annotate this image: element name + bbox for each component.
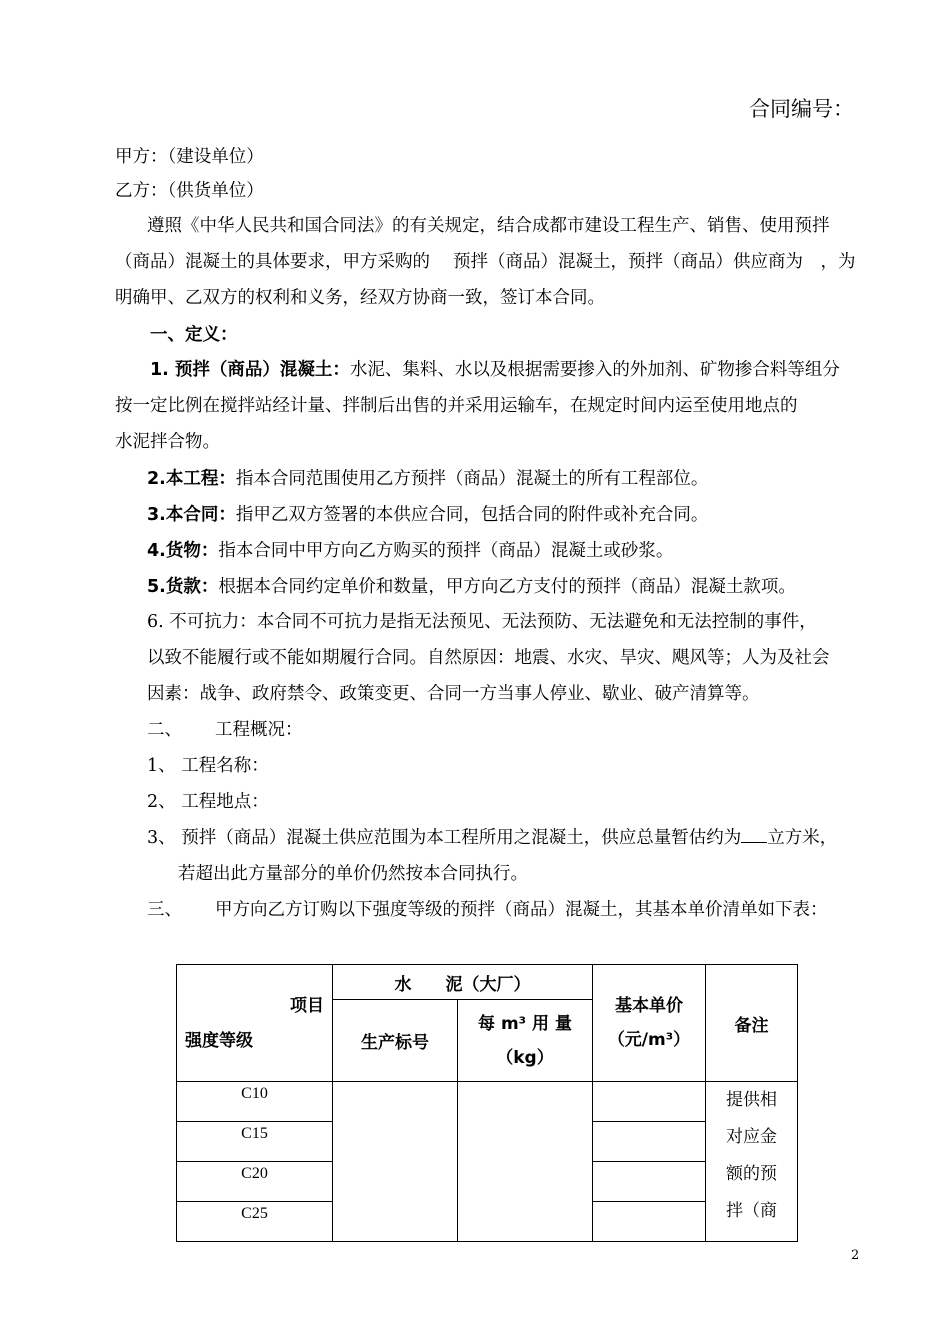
definition-6-line-2: 以致不能履行或不能如期履行合同。自然原因：地震、水灾、旱灾、飓风等；人为及社会 <box>147 648 830 668</box>
grade-cell: C15 <box>177 1122 333 1162</box>
diagonal-header-cell <box>177 965 333 1082</box>
section-2-number: 二、 <box>147 720 182 740</box>
price-cell <box>593 1122 706 1162</box>
label-cell <box>333 1082 458 1242</box>
supply-scope-line-2: 若超出此方量部分的单价仍然按本合同执行。 <box>178 864 528 884</box>
note-line: 额的预 <box>726 1164 777 1184</box>
cement-header: 水 泥（大厂） <box>333 965 593 1000</box>
definition-6-line-3: 因素：战争、政府禁令、政策变更、合同一方当事人停业、歇业、破产清算等。 <box>147 684 760 704</box>
note-header: 备注 <box>706 965 798 1082</box>
usage-header <box>458 1000 593 1082</box>
note-line: 提供相 <box>726 1090 777 1110</box>
definition-4 <box>147 533 673 569</box>
grade-cell: C20 <box>177 1162 333 1202</box>
preamble-line-1: 遵照《中华人民共和国合同法》的有关规定，结合成都市建设工程生产、销售、使用预拌 <box>147 216 830 236</box>
preamble-line-2: （商品）混凝土的具体要求，甲方采购的 预拌（商品）混凝土，预拌（商品）供应商为 ，为 <box>115 252 856 272</box>
definition-3-term: 3.本合同： <box>147 505 236 525</box>
price-cell <box>593 1082 706 1122</box>
supply-scope-line-1 <box>147 820 837 856</box>
unit-price-header <box>593 965 706 1082</box>
definition-2-text: 指本合同范围使用乙方预拌（商品）混凝土的所有工程部位。 <box>235 469 709 489</box>
section-3-text: 甲方向乙方订购以下强度等级的预拌（商品）混凝土，其基本单价清单如下表： <box>215 900 828 920</box>
definition-2 <box>147 461 708 497</box>
usage-header-line-2: （kg） <box>496 1047 554 1068</box>
definition-6-line-1: 6. 不可抗力：本合同不可抗力是指无法预见、无法预防、无法避免和无法控制的事件， <box>147 612 817 632</box>
definition-1-line-3: 水泥拌合物。 <box>115 432 220 452</box>
page-number: 2 <box>851 1248 860 1263</box>
definition-4-term: 4.货物： <box>147 541 219 561</box>
preamble-line-3: 明确甲、乙双方的权利和义务，经双方协商一致，签订本合同。 <box>115 288 605 308</box>
note-cell <box>706 1082 798 1242</box>
definition-4-text: 指本合同中甲方向乙方购买的预拌（商品）混凝土或砂浆。 <box>218 541 674 561</box>
definition-1-line-2: 按一定比例在搅拌站经计量、拌制后出售的并采用运输车，在规定时间内运至使用地点的 <box>115 396 798 416</box>
volume-blank <box>741 826 767 843</box>
note-line: 拌（商 <box>726 1201 777 1221</box>
supply-scope-suffix: 立方米， <box>767 828 838 848</box>
definition-1-text: 水泥、集料、水以及根据需要掺入的外加剂、矿物掺合料等组分 <box>349 360 840 380</box>
project-location: 2、 工程地点： <box>147 792 269 812</box>
grade-cell: C25 <box>177 1202 333 1242</box>
definition-5 <box>147 569 796 605</box>
grade-cell: C10 <box>177 1082 333 1122</box>
definition-5-text: 根据本合同约定单价和数量，甲方向乙方支付的预拌（商品）混凝土款项。 <box>218 577 796 597</box>
contract-number-label: 合同编号： <box>749 97 854 121</box>
project-name: 1、 工程名称： <box>147 756 269 776</box>
definition-3 <box>147 497 708 533</box>
definition-5-term: 5.货款： <box>147 577 219 597</box>
party-b: 乙方：（供货单位） <box>115 181 264 201</box>
section-3-number: 三、 <box>147 900 182 920</box>
price-cell <box>593 1162 706 1202</box>
definition-1-term: 1. 预拌（商品）混凝土： <box>150 360 350 380</box>
price-cell <box>593 1202 706 1242</box>
item-header: 项目 <box>290 996 324 1016</box>
label-header: 生产标号 <box>333 1000 458 1082</box>
supply-scope-prefix: 3、 预拌（商品）混凝土供应范围为本工程所用之混凝土，供应总量暂估约为 <box>147 828 742 848</box>
grade-header: 强度等级 <box>185 1031 253 1051</box>
section-2-title: 工程概况： <box>215 720 303 740</box>
unit-price-header-line-2: （元/m³） <box>607 1030 691 1050</box>
price-table <box>176 964 798 1242</box>
unit-price-header-line-1: 基本单价 <box>615 996 683 1016</box>
definition-3-text: 指甲乙双方签署的本供应合同，包括合同的附件或补充合同。 <box>235 505 709 525</box>
note-line: 对应金 <box>726 1127 777 1147</box>
party-a: 甲方：（建设单位） <box>115 147 264 167</box>
usage-cell <box>458 1082 593 1242</box>
definition-2-term: 2.本工程： <box>147 469 236 489</box>
usage-header-line-1: 每 m³ 用 量 <box>478 1013 572 1034</box>
definition-1-line-1 <box>150 352 840 388</box>
section-1-heading: 一、定义： <box>150 325 238 345</box>
